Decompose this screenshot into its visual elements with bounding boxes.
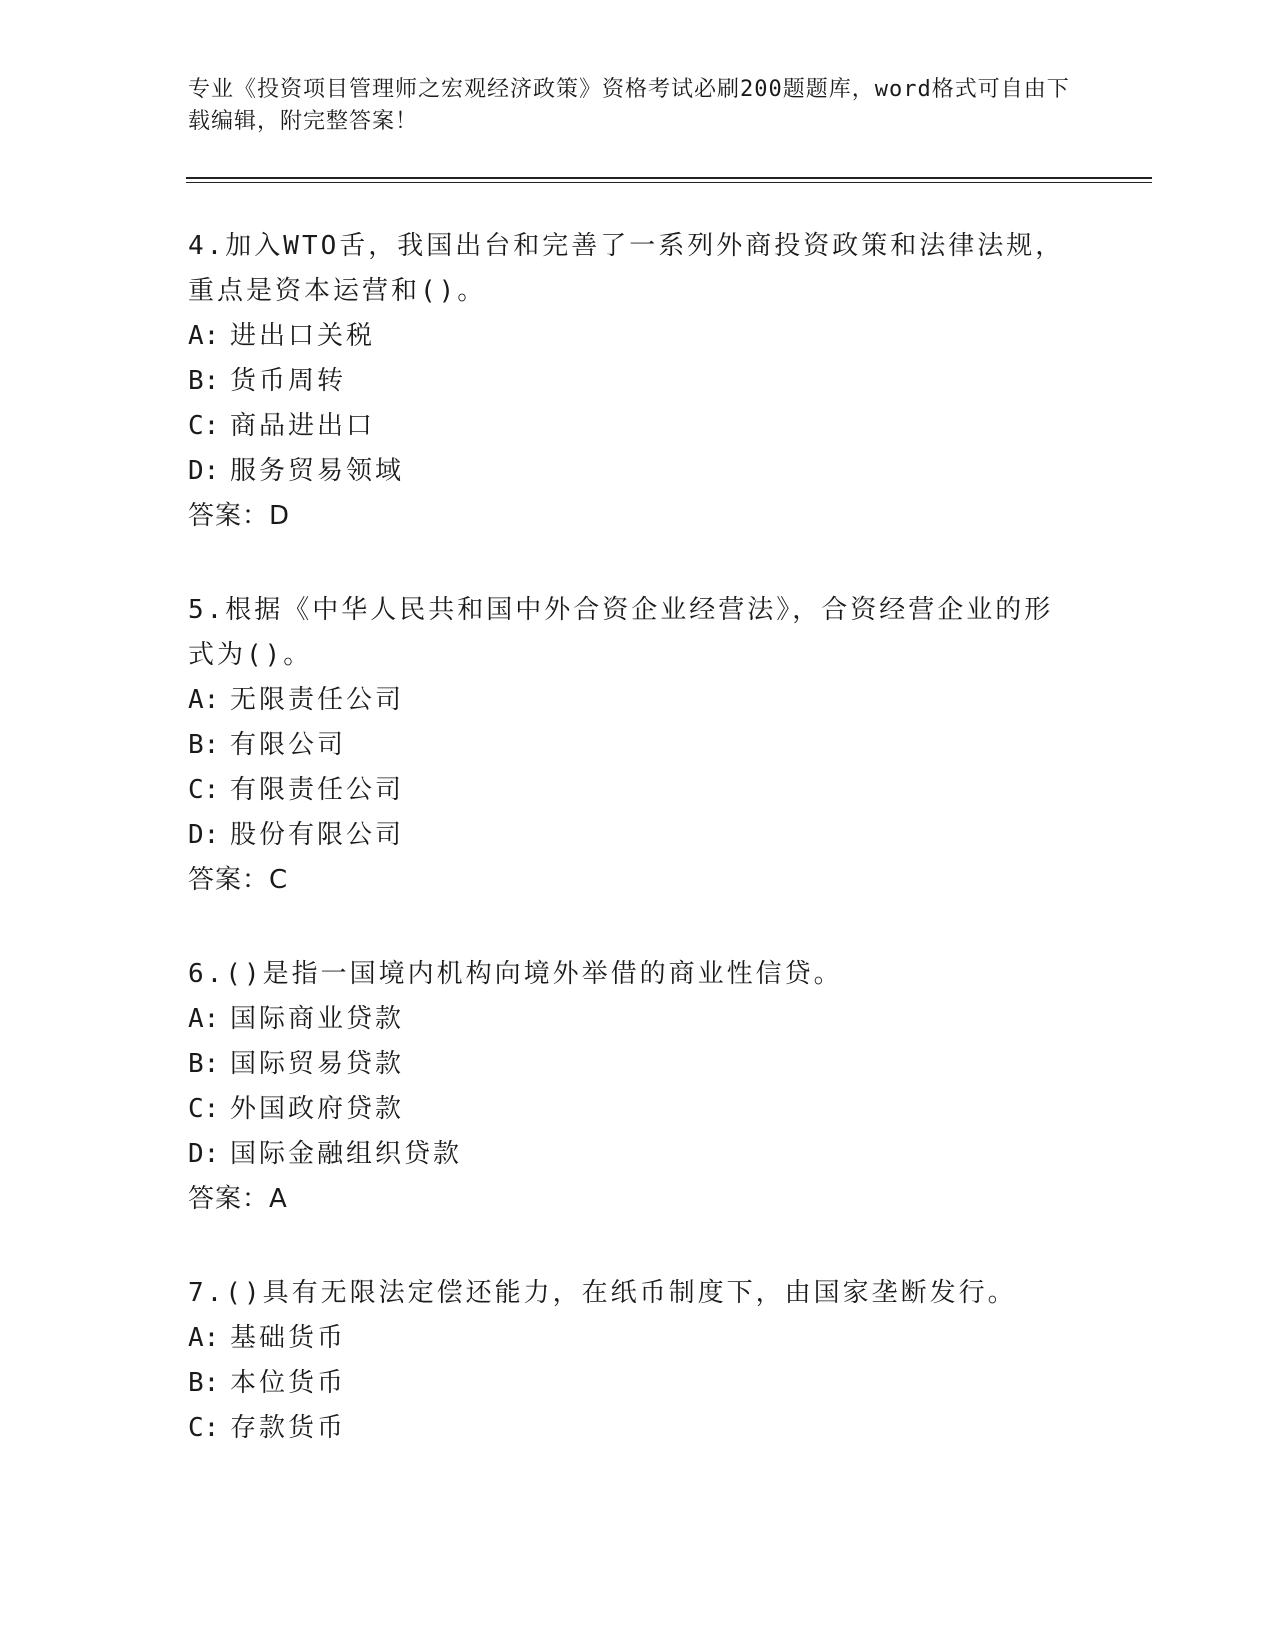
question-stem: 6.()是指一国境内机构向境外举借的商业性信贷。 [188,959,843,989]
question-item [188,952,1068,1222]
header-divider-thick [186,177,1152,179]
option-text: 有限责任公司 [230,775,405,805]
option-c [188,1087,1068,1132]
question-stem: 4.加入WTO舌，我国出台和完善了一系列外商投资政策和法律法规，重点是资本运营和()。 [188,231,1065,306]
option-a [188,314,1068,359]
question-item [188,224,1068,539]
option-text: 本位货币 [230,1368,347,1398]
document-header: 专业《投资项目管理师之宏观经济政策》资格考试必刷200题题库，word格式可自由下载编辑，附完整答案！ [188,77,1070,134]
option-b [188,1361,1068,1406]
option-b [188,1042,1068,1087]
option-b [188,723,1068,768]
answer-line: 答案：D [188,501,291,531]
option-text: 存款货币 [230,1413,347,1443]
option-label: C: [188,775,220,805]
option-c [188,404,1068,449]
option-text: 商品进出口 [230,411,376,441]
answer-line: 答案：C [188,865,289,895]
question-stem: 7.()具有无限法定偿还能力，在纸币制度下，由国家垄断发行。 [188,1278,1017,1308]
header-divider-thin [186,182,1152,183]
question-item [188,588,1068,903]
option-label: B: [188,1049,220,1079]
option-label: A: [188,1323,220,1353]
option-label: C: [188,1413,220,1443]
option-c [188,768,1068,813]
option-text: 外国政府贷款 [230,1094,405,1124]
option-text: 进出口关税 [230,321,376,351]
option-text: 货币周转 [230,366,347,396]
option-d [188,449,1068,494]
answer-line: 答案：A [188,1184,288,1214]
option-text: 服务贸易领域 [230,456,405,486]
option-text: 无限责任公司 [230,685,405,715]
option-d [188,813,1068,858]
option-label: D: [188,1139,220,1169]
option-text: 有限公司 [230,730,347,760]
option-text: 国际贸易贷款 [230,1049,405,1079]
option-a [188,997,1068,1042]
option-label: D: [188,456,220,486]
option-label: A: [188,321,220,351]
option-a [188,678,1068,723]
option-label: D: [188,820,220,850]
option-text: 国际商业贷款 [230,1004,405,1034]
option-label: C: [188,1094,220,1124]
option-a [188,1316,1068,1361]
option-text: 国际金融组织贷款 [230,1139,463,1169]
option-c [188,1406,1068,1451]
question-stem: 5.根据《中华人民共和国中外合资企业经营法》，合资经营企业的形式为()。 [188,595,1054,670]
option-label: B: [188,730,220,760]
option-b [188,359,1068,404]
option-d [188,1132,1068,1177]
option-label: B: [188,1368,220,1398]
option-label: B: [188,366,220,396]
option-label: C: [188,411,220,441]
option-label: A: [188,1004,220,1034]
option-text: 基础货币 [230,1323,347,1353]
question-item [188,1271,1068,1451]
option-text: 股份有限公司 [230,820,405,850]
option-label: A: [188,685,220,715]
